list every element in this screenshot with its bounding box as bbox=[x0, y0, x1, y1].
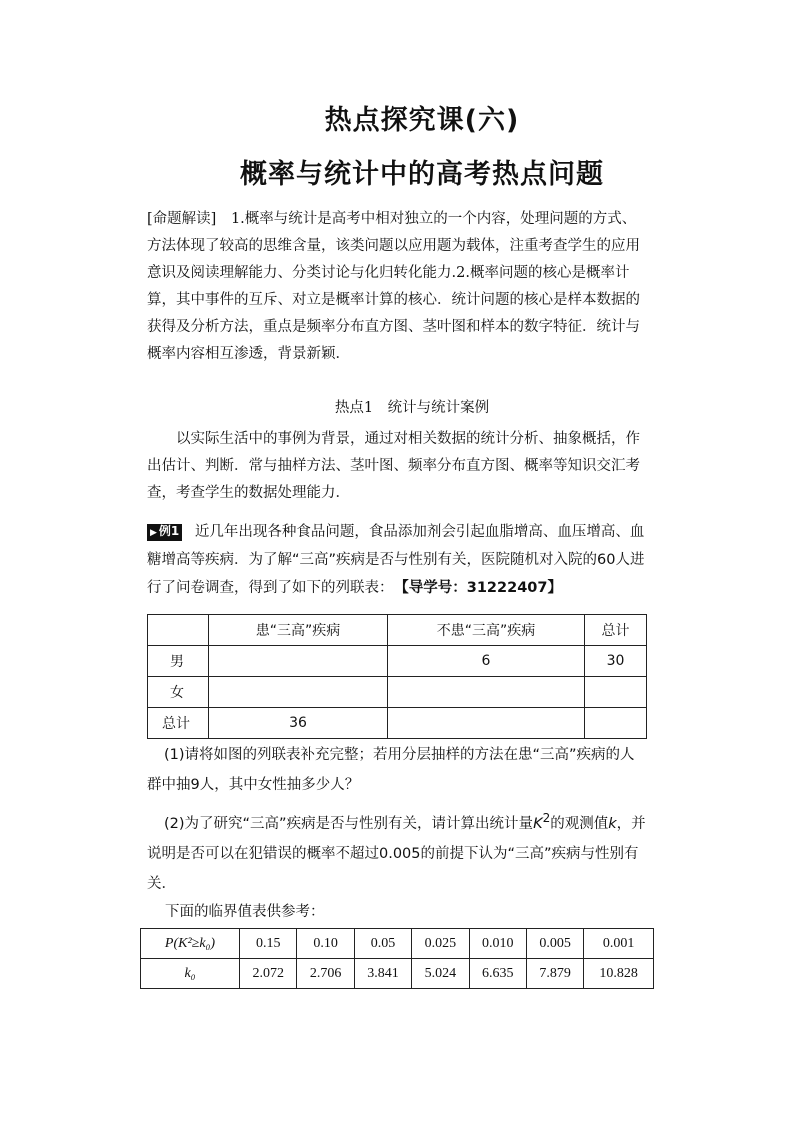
questions bbox=[147, 740, 647, 899]
superscript-2: 2 bbox=[542, 811, 551, 825]
example-paragraph bbox=[147, 518, 647, 602]
reference-note: 下面的临界值表供参考： bbox=[165, 904, 325, 920]
table-cell: 2.706 bbox=[297, 959, 354, 989]
table-cell: 0.025 bbox=[412, 929, 469, 959]
intro-paragraph bbox=[147, 206, 647, 368]
table-cell: 30 bbox=[585, 646, 647, 677]
table-cell: 0.001 bbox=[584, 929, 654, 959]
table-cell: k₀ bbox=[141, 959, 240, 989]
table-cell bbox=[585, 677, 647, 708]
table-cell: 6.635 bbox=[469, 959, 526, 989]
table-cell: 总计 bbox=[585, 615, 647, 646]
table-header-row bbox=[148, 615, 647, 646]
table-cell: 女 bbox=[148, 677, 209, 708]
table-cell: 患“三高”疾病 bbox=[209, 615, 388, 646]
table-row bbox=[141, 929, 654, 959]
table-cell: 0.10 bbox=[297, 929, 354, 959]
table-row bbox=[148, 708, 647, 739]
table-cell: 2.072 bbox=[240, 959, 297, 989]
table-cell: 5.024 bbox=[412, 959, 469, 989]
table-cell: 0.010 bbox=[469, 929, 526, 959]
table-cell: 36 bbox=[209, 708, 388, 739]
table-cell: 不患“三高”疾病 bbox=[388, 615, 585, 646]
table-cell: 0.05 bbox=[354, 929, 411, 959]
table-cell: 3.841 bbox=[354, 959, 411, 989]
table-cell bbox=[209, 646, 388, 677]
critical-value-table bbox=[140, 928, 654, 989]
intro-label: [命题解读] bbox=[147, 211, 217, 227]
table-cell: 总计 bbox=[148, 708, 209, 739]
section-heading: 热点1 统计与统计案例 bbox=[334, 400, 490, 416]
question-2-text: (2)为了研究“三高”疾病是否与性别有关，请计算出统计量 bbox=[164, 815, 534, 832]
table-cell: 7.879 bbox=[526, 959, 583, 989]
intro-text: 1.概率与统计是高考中相对独立的一个内容，处理问题的方式、方法体现了较高的思维含量，该类问题以应用题为载体，注重考查学生的应用意识及阅读理解能力、分类讨论与化归转化能力.2.概率问题的核心是概率计算，其中事件的互斥、对立是概率计算的核心．统计问题的核心是样本数据的获得及分析方法，重点是频率分布直方图、茎叶图和样本的数字特征．统计与概率内容相互渗透，背景新颖． bbox=[147, 211, 640, 362]
variable-k: K bbox=[533, 815, 543, 832]
example-tag bbox=[147, 524, 182, 541]
page-subtitle: 概率与统计中的高考热点问题 bbox=[240, 159, 604, 190]
guide-number: 【导学号：31222407】 bbox=[401, 580, 562, 596]
table-cell: 6 bbox=[388, 646, 585, 677]
table-cell: 男 bbox=[148, 646, 209, 677]
table-cell bbox=[388, 708, 585, 739]
table-cell: P(K²≥k₀) bbox=[141, 929, 240, 959]
table-cell: 10.828 bbox=[584, 959, 654, 989]
section-description: 以实际生活中的事例为背景，通过对相关数据的统计分析、抽象概括，作出估计、判断．常与抽样方法、茎叶图、频率分布直方图、概率等知识交汇考查，考查学生的数据处理能力． bbox=[147, 431, 640, 501]
variable-k-lower: k bbox=[608, 815, 617, 832]
table-cell bbox=[585, 708, 647, 739]
triangle-icon: ▶ bbox=[150, 528, 157, 538]
table-cell bbox=[148, 615, 209, 646]
table-cell bbox=[388, 677, 585, 708]
table-cell bbox=[209, 677, 388, 708]
question-2 bbox=[147, 803, 647, 899]
example-tag-label: 例1 bbox=[158, 524, 180, 538]
question-2-text: 的观测值 bbox=[550, 815, 609, 832]
table-cell: 0.15 bbox=[240, 929, 297, 959]
table-row bbox=[141, 959, 654, 989]
table-cell: 0.005 bbox=[526, 929, 583, 959]
question-1: (1)请将如图的列联表补充完整；若用分层抽样的方法在患“三高”疾病的人群中抽9人，其中女性抽多少人？ bbox=[147, 747, 635, 793]
example-text: 近几年出现各种食品问题，食品添加剂会引起血脂增高、血压增高、血糖增高等疾病．为了解“三高”疾病是否与性别有关，医院随机对入院的60人进行了问卷调查，得到了如下的列联表： bbox=[147, 524, 645, 596]
contingency-table bbox=[147, 614, 647, 739]
page-title: 热点探究课(六) bbox=[324, 105, 520, 136]
table-row bbox=[148, 646, 647, 677]
table-row bbox=[148, 677, 647, 708]
question-2-text: ，并说明是否可以在犯错误的概率不超过0.005的前提下认为“三高”疾病与性别有关． bbox=[147, 815, 646, 892]
